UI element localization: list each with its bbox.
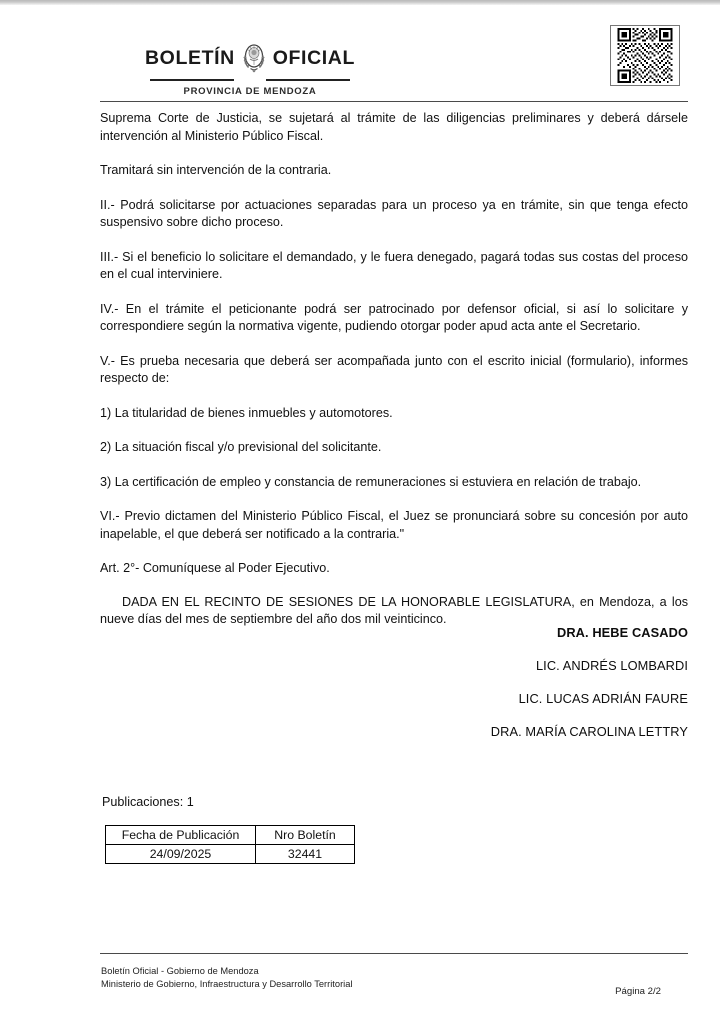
masthead	[100, 41, 400, 97]
mendoza-coat-of-arms-icon	[239, 40, 269, 76]
body-list-item: 3) La certificación de empleo y constancia de remuneraciones si estuviera en relación de trabajo.	[100, 474, 642, 489]
masthead-subtitle: PROVINCIA DE MENDOZA	[183, 85, 317, 97]
column-header-fecha: Fecha de Publicación	[106, 826, 256, 845]
footer-divider	[100, 953, 688, 954]
enactment-clause: DADA EN EL RECINTO DE SESIONES DE LA HONORABLE LEGISLATURA, en Mendoza, a los nueve días del mes de septiembre del año dos mil veinticinco.	[100, 594, 688, 626]
signatory-name: LIC. LUCAS ADRIÁN FAURE	[518, 691, 688, 706]
publication-table	[105, 825, 355, 864]
footer-line-2: Ministerio de Gobierno, Infraestructura y Desarrollo Territorial	[101, 978, 353, 989]
column-header-nro: Nro Boletín	[256, 826, 355, 845]
body-paragraph: IV.- En el trámite el peticionante podrá ser patrocinado por defensor oficial, si así lo solicitare y correspondiere según la normativa vigente, pudiendo otorgar poder apud acta ante el Secretario.	[100, 301, 688, 333]
masthead-title-row	[100, 41, 400, 77]
signatory-name: DRA. MARÍA CAROLINA LETTRY	[490, 724, 688, 739]
body-list-item: 2) La situación fiscal y/o previsional del solicitante.	[100, 440, 382, 454]
body-paragraph: Suprema Corte de Justicia, se sujetará al trámite de las diligencias preliminares y deberá dársele intervención al Ministerio Público Fiscal.	[100, 111, 688, 143]
body-list-item: 1) La titularidad de bienes inmuebles y automotores.	[100, 405, 393, 420]
page-number: Página 2/2	[615, 986, 661, 997]
body-paragraph: Art. 2°- Comuníquese al Poder Ejecutivo.	[100, 561, 330, 575]
body-paragraph: II.- Podrá solicitarse por actuaciones separadas para un proceso ya en trámite, sin que tenga efecto suspensivo sobre dicho proceso.	[100, 197, 688, 229]
qr-code-icon[interactable]	[610, 25, 680, 86]
table-row	[106, 845, 355, 864]
publications-count: Publicaciones: 1	[102, 795, 194, 809]
header-divider	[100, 101, 688, 102]
masthead-word-oficial: OFICIAL	[272, 47, 355, 70]
signatory-name: DRA. HEBE CASADO	[557, 625, 688, 640]
masthead-word-boletin: BOLETÍN	[145, 47, 235, 70]
table-header-row	[106, 826, 355, 845]
body-paragraph: Tramitará sin intervención de la contraria.	[100, 163, 332, 177]
body-paragraph: VI.- Previo dictamen del Ministerio Público Fiscal, el Juez se pronunciará sobre su concesión por auto inapelable, el que deberá ser notificado a la contraria."	[100, 509, 688, 541]
cell-fecha-publicacion: 24/09/2025	[106, 845, 256, 864]
document-page	[0, 5, 720, 1018]
document-body	[100, 110, 688, 646]
footer-line-1: Boletín Oficial - Gobierno de Mendoza	[101, 966, 259, 976]
masthead-divider	[100, 79, 400, 81]
signatory-name: LIC. ANDRÉS LOMBARDI	[535, 658, 688, 673]
body-paragraph: V.- Es prueba necesaria que deberá ser acompañada junto con el escrito inicial (formulario), informes respecto de:	[100, 353, 688, 385]
body-paragraph: III.- Si el beneficio lo solicitare el demandado, y le fuera denegado, pagará todas sus costas del proceso en el cual interviniere.	[100, 249, 688, 281]
signature-block	[100, 625, 688, 757]
document-header	[0, 5, 720, 97]
cell-nro-boletin: 32441	[256, 845, 355, 864]
